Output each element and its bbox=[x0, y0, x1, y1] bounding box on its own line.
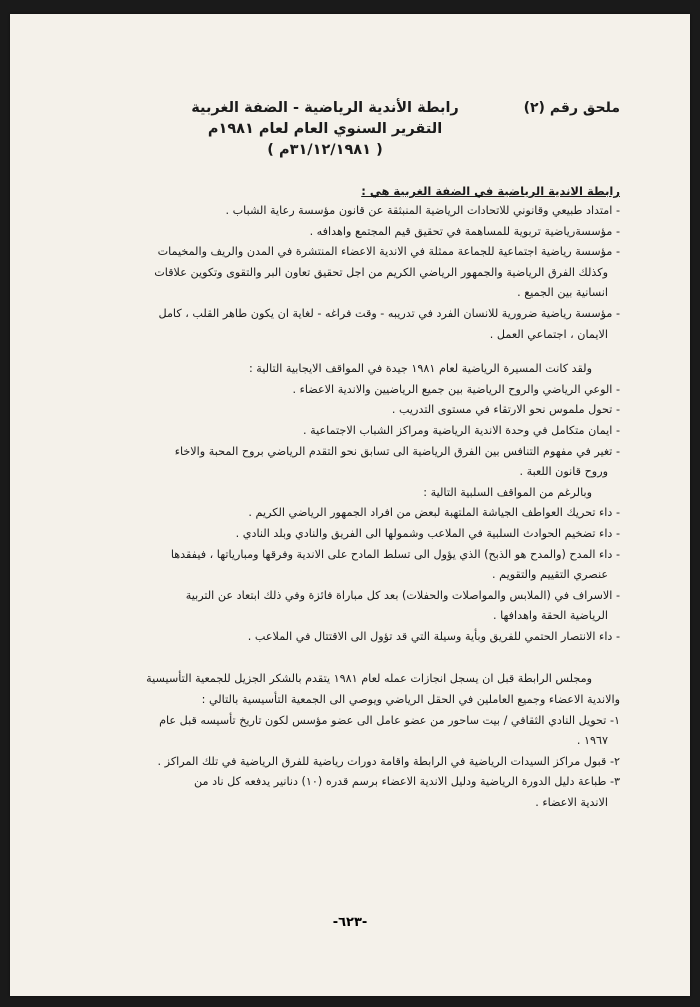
title-league: رابطة الأندية الرياضية - الضفة الغربية bbox=[191, 100, 459, 116]
text-line: ١٩٦٧ . bbox=[576, 734, 608, 748]
text-line: - داء تضخيم الحوادث السلبية في الملاعب وشمولها الى الفريق والنادي وبلد النادي . bbox=[235, 526, 620, 540]
text-line: - ايمان متكامل في وحدة الاندية الرياضية ومراكز الشباب الاجتماعية . bbox=[303, 423, 620, 437]
section-heading: رابطة الاندية الرياضية في الضفة الغربية هي : bbox=[361, 184, 620, 198]
text-line: والاندية الاعضاء وجميع العاملين في الحقل الرياضي ويوصي الى الجمعية التأسيسية بالتالي : bbox=[201, 693, 620, 707]
text-line: وروح قانون اللعبة . bbox=[519, 465, 608, 479]
title-report: التقرير السنوي العام لعام ١٩٨١م bbox=[207, 121, 443, 137]
document-page bbox=[10, 14, 690, 996]
text-line: الاندية الاعضاء . bbox=[535, 796, 608, 810]
text-line: وبالرغم من المواقف السلبية التالية : bbox=[423, 485, 592, 499]
text-line: - تحول ملموس نحو الارتقاء في مستوى التدريب . bbox=[391, 403, 620, 417]
text-line: - داء المدح (والمدح هو الذبح) الذي يؤول الى تسلط المادح على الاندية وفرقها ومبارياتها ، فيفقدها bbox=[170, 547, 620, 561]
text-line: ومجلس الرابطة قبل ان يسجل انجازات عمله لعام ١٩٨١ يتقدم بالشكر الجزيل للجمعية التأسيسية bbox=[146, 672, 592, 686]
annex-label: ملحق رقم (٢) bbox=[523, 100, 620, 116]
text-line: الرياضية الحقة واهدافها . bbox=[492, 609, 608, 623]
text-line: انسانية بين الجميع . bbox=[517, 286, 608, 300]
text-line: - الاسراف في (الملابس والمواصلات والحفلات) بعد كل مباراة فائزة وفي ذلك ابتعاد عن التربية bbox=[185, 588, 620, 602]
page-number: -٦٢٣- bbox=[332, 915, 368, 930]
text-line: - مؤسسة رياضية اجتماعية للجماعة ممثلة في الاندية الاعضاء المنتشرة في المدن والريف والمخيمات bbox=[157, 245, 620, 259]
text-line: - تغير في مفهوم التنافس بين الفرق الرياضية الى تسابق نحو التقدم الرياضي بروح المحبة والاخاء bbox=[174, 444, 620, 458]
text-line: عنصري التقييم والتقويم . bbox=[492, 568, 608, 582]
document-body bbox=[90, 98, 620, 814]
title-date: ( ٣١/١٢/١٩٨١م ) bbox=[267, 142, 383, 158]
text-line: - الوعي الرياضي والروح الرياضية بين جميع الرياضيين والاندية الاعضاء . bbox=[292, 382, 620, 396]
text-line: ٣- طباعة دليل الدورة الرياضية ودليل الاندية الاعضاء برسم قدره (١٠) دنانير يدفعه كل ناد من bbox=[194, 775, 620, 789]
text-line: - داء الانتصار الحتمي للفريق وبأية وسيلة التي قد تؤول الى الاقتتال في الملاعب . bbox=[247, 629, 620, 643]
text-line: وكذلك الفرق الرياضية والجمهور الرياضي الكريم من اجل تحقيق تعاون البر والتقوى وتكوين علاقات bbox=[154, 265, 608, 279]
text-line: ٢- قبول مراكز السيدات الرياضية في الرابطة واقامة دورات رياضية للفرق الرياضية في تلك المراكز . bbox=[157, 754, 620, 768]
text-line: ولقد كانت المسيرة الرياضية لعام ١٩٨١ جيدة في المواقف الايجابية التالية : bbox=[248, 362, 592, 376]
text-line: الايمان ، اجتماعي العمل . bbox=[489, 327, 608, 341]
text-line: - مؤسسة رياضية ضرورية للانسان الفرد في تدريبه - وقت فراغه - لغاية ان يكون طاهر القلب ، كامل bbox=[158, 306, 620, 320]
text-line: - داء تحريك العواطف الجياشة الملتهبة لبعض من افراد الجمهور الرياضي الكريم . bbox=[248, 506, 620, 520]
text-line: ١- تحويل النادي الثقافي / بيت ساحور من عضو عامل الى عضو مؤسس لكون تاريخ تأسيسه قبل عام bbox=[159, 713, 620, 727]
text-line: - امتداد طبيعي وقانوني للاتحادات الرياضية المنبثقة عن قانون مؤسسة رعاية الشباب . bbox=[225, 204, 620, 217]
text-line: - مؤسسةرياضية تربوية للمساهمة في تحقيق قيم المجتمع واهدافه . bbox=[309, 224, 620, 238]
